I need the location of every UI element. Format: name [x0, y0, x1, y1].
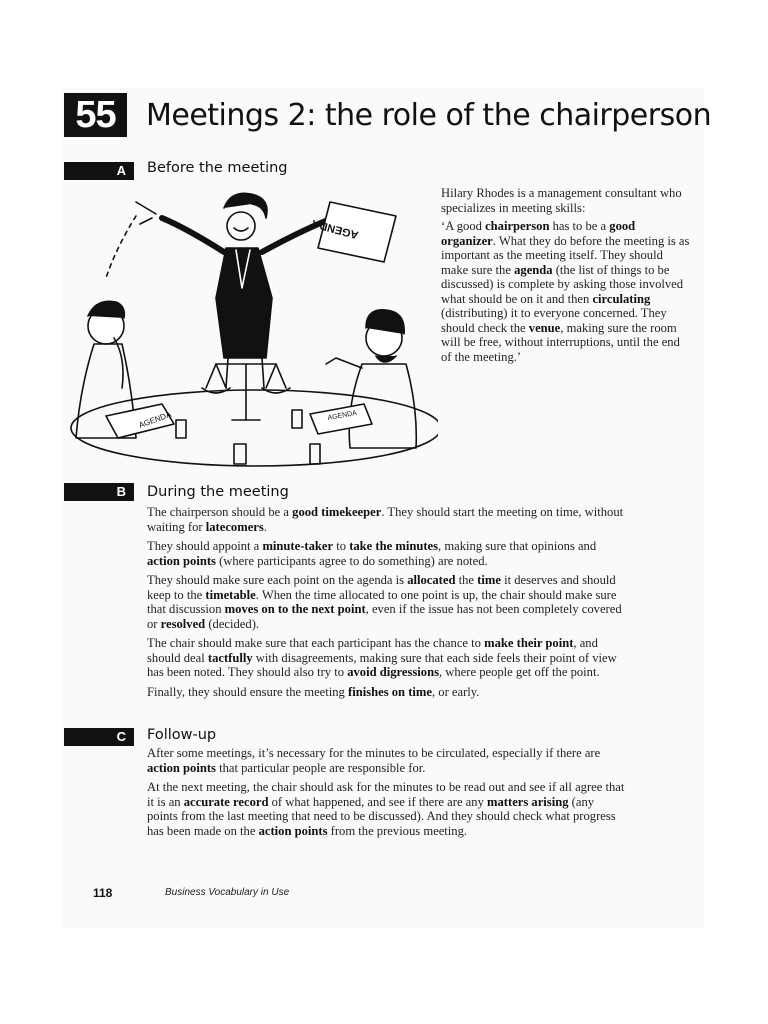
- unit-title: Meetings 2: the role of the chairperson: [146, 98, 712, 133]
- paper-agenda-label: AGENDA: [137, 409, 173, 430]
- section-a-paragraph: ‘A good chairperson has to be a good organizer. What they do before the meeting is as important as the meeting itself. They should make sure the agenda (the list of things to be discussed) is complete by asking those involved what should be on it and then circulating (distributing) it to everyone concerned. They should check the venue, making sure the room will be free, without interruptions, until the end of the meeting.’: [441, 219, 690, 364]
- section-c-text: [147, 746, 627, 843]
- section-c-heading: Follow-up: [147, 727, 217, 743]
- section-a-heading: Before the meeting: [147, 160, 288, 176]
- section-c-paragraph: At the next meeting, the chair should ask for the minutes to be read out and see if all agree that it is an accurate record of what happened, and see if there are any matters arising (any points from the last meeting that need to be discussed). And they should check what progress has been made on the action points from the previous meeting.: [147, 780, 625, 838]
- section-b-paragraph: Finally, they should ensure the meeting finishes on time, or early.: [147, 684, 480, 699]
- page-number: 118: [93, 886, 113, 900]
- section-a-tab: A: [64, 162, 134, 180]
- section-c-tab: C: [64, 728, 134, 746]
- section-b-heading: During the meeting: [147, 484, 289, 500]
- chairperson-illustration: [66, 188, 438, 470]
- section-c-paragraph: After some meetings, it’s necessary for the minutes to be circulated, especially if there are action points that particular people are responsible for.: [147, 746, 601, 775]
- section-b-text: [147, 505, 627, 704]
- section-a-paragraph: Hilary Rhodes is a management consultant who specializes in meeting skills:: [441, 186, 682, 215]
- paper-right-agenda-label: AGENDA: [327, 409, 358, 422]
- section-b-tab: B: [64, 483, 134, 501]
- section-a-text: [441, 186, 691, 368]
- sign-agenda-label: AGENDA: [310, 216, 360, 241]
- section-b-paragraph: The chair should make sure that each participant has the chance to make their point, and should deal tactfully with disagreements, making sure that each side feels their point of view has been noted. They should also try to avoid digressions, where people get off the point.: [147, 636, 617, 679]
- book-title: Business Vocabulary in Use: [165, 887, 290, 898]
- unit-number-badge: 55: [64, 93, 127, 137]
- section-b-paragraph: The chairperson should be a good timekeeper. They should start the meeting on time, without waiting for latecomers.: [147, 505, 624, 534]
- section-b-paragraph: They should make sure each point on the agenda is allocated the time it deserves and should keep to the timetable. When the time allocated to one point is up, the chair should make sure that discussion moves on to the next point, even if the issue has not been completely covered or resolved (decided).: [147, 573, 622, 631]
- section-b-paragraph: They should appoint a minute-taker to take the minutes, making sure that opinions and action points (where participants agree to do something) are noted.: [147, 539, 597, 568]
